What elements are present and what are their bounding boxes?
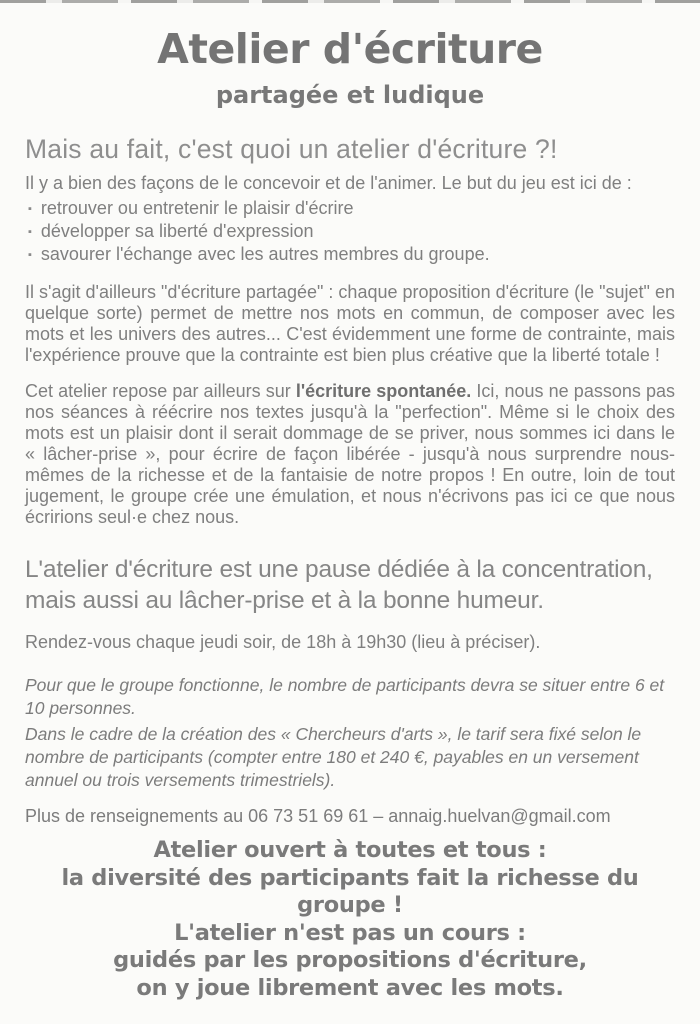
section-heading: Mais au fait, c'est quoi un atelier d'écriture ?!: [25, 134, 558, 165]
bullet-item-label: retrouver ou entretenir le plaisir d'écrire: [40, 198, 354, 219]
bullet-square-icon: ▪: [28, 203, 32, 216]
bullet-item-label: développer sa liberté d'expression: [40, 221, 314, 242]
bold-emphasis: l'écriture spontanée.: [295, 381, 472, 402]
flyer-page: [0, 3, 700, 1024]
paragraph-ecriture-partagee: Il s'agit d'ailleurs "d'écriture partagée" : chaque proposition d'écriture (le "sujet" en quelque sorte) permet de mettre nos mots en commun, de composer avec les mots et les univers des autres... C'est évidemment une forme de contrainte, mais l'expérience prouve que la contrainte est bien plus créative que la liberté totale !: [25, 282, 675, 366]
footer-line: la diversité des participants fait la richesse du groupe !: [61, 864, 639, 918]
footer-line: guidés par les propositions d'écriture,: [113, 947, 587, 973]
page-subtitle: partagée et ludique: [215, 81, 485, 110]
statement-heading: [25, 554, 675, 616]
list-item: [25, 244, 675, 267]
footer-line: Atelier ouvert à toutes et tous :: [153, 837, 547, 863]
bullet-item-label: savourer l'échange avec les autres membres du groupe.: [40, 244, 490, 265]
note-participants: Pour que le groupe fonctionne, le nombre de participants devra se situer entre 6 et 10 personnes.: [25, 675, 665, 719]
bullet-square-icon: ▪: [28, 226, 32, 239]
schedule-line: Rendez-vous chaque jeudi soir, de 18h à 19h30 (lieu à préciser).: [25, 632, 541, 653]
notes-block: [25, 674, 675, 792]
list-item: [25, 198, 675, 221]
contact-line: Plus de renseignements au 06 73 51 69 61 – annaig.huelvan@gmail.com: [25, 806, 611, 827]
statement-line: mais aussi au lâcher-prise et à la bonne humeur.: [25, 587, 544, 615]
bullet-list: [25, 198, 675, 267]
note-tarif: Dans le cadre de la création des « Chercheurs d'arts », le tarif sera fixé selon le nombre de participants (compter entre 180 et 240 €, payables en un versement annuel ou trois versements trimestriels).: [25, 724, 642, 791]
paragraph-prefix: Cet atelier repose par ailleurs sur: [25, 381, 296, 402]
page-title: Atelier d'écriture: [157, 25, 543, 73]
paragraph-ecriture-spontanee: [25, 381, 675, 528]
bullet-square-icon: ▪: [28, 249, 32, 262]
footer-line: on y joue librement avec les mots.: [136, 974, 564, 1001]
footer-line: L'atelier n'est pas un cours :: [174, 919, 526, 946]
intro-paragraph: Il y a bien des façons de le concevoir et de l'animer. Le but du jeu est ici de :: [25, 173, 632, 194]
list-item: [25, 221, 675, 244]
statement-line: L'atelier d'écriture est une pause dédiée à la concentration,: [25, 556, 653, 584]
paragraph-rest: Ici, nous ne passons pas nos séances à réécrire nos textes jusqu'à la "perfection". Même si le choix des mots est un plaisir dont il serait dommage de se priver, nous sommes ici dans le « lâcher-prise », pour écrire de façon libérée - jusqu'à nous surprendre nous-mêmes de la richesse et de la fantaisie de notre propos ! En outre, loin de tout jugement, le groupe crée une émulation, et nous n'écrivons pas ici ce que nous écririons seul·e chez nous.: [25, 381, 675, 528]
footer-block: [25, 837, 675, 1002]
